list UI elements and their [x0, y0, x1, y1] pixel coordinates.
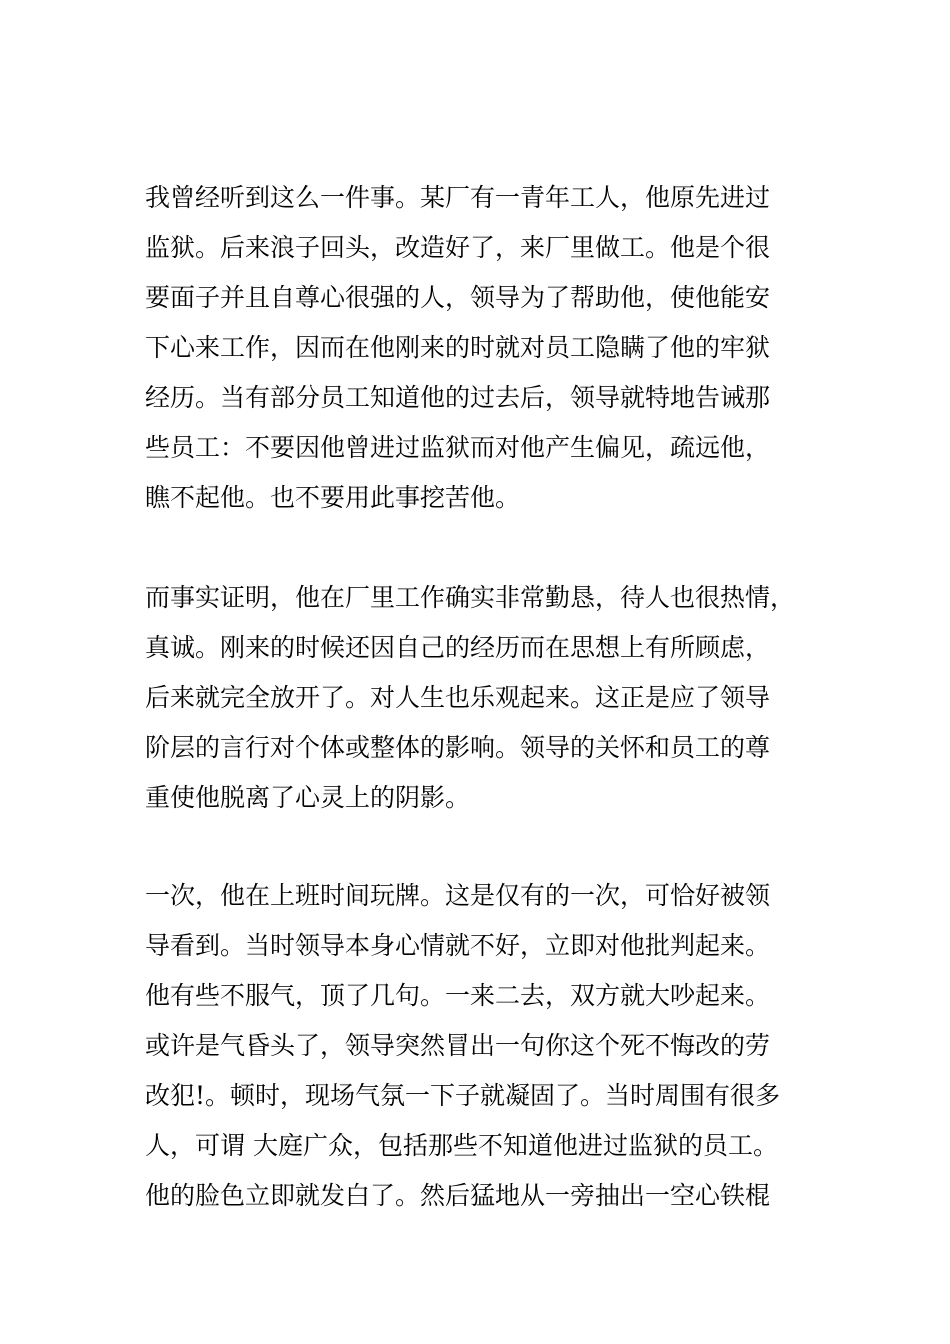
text-line: 瞧不起他。也不要用此事挖苦他。 [145, 483, 521, 512]
text-line: 人，可谓 大庭广众，包括那些不知道他进过监狱的员工。 [145, 1131, 778, 1160]
text-line: 而事实证明，他在厂里工作确实非常勤恳，待人也很热情， [145, 583, 796, 612]
text-line: 要面子并且自尊心很强的人，领导为了帮助他，使他能安 [145, 283, 771, 312]
text-line: 改犯!。顿时，现场气氛一下子就凝固了。当时周围有很多 [145, 1081, 781, 1110]
paragraph-1 [145, 173, 845, 523]
text-line: 阶层的言行对个体或整体的影响。领导的关怀和员工的尊 [145, 733, 771, 762]
text-line: 真诚。刚来的时候还因自己的经历而在思想上有所顾虑， [145, 633, 771, 662]
paragraph-3 [145, 871, 845, 1221]
text-line: 监狱。后来浪子回头，改造好了，来厂里做工。他是个很 [145, 233, 771, 262]
text-line: 我曾经听到这么一件事。某厂有一青年工人，他原先进过 [145, 183, 771, 212]
text-line: 或许是气昏头了，领导突然冒出一句你这个死不悔改的劳 [145, 1031, 771, 1060]
text-line: 后来就完全放开了。对人生也乐观起来。这正是应了领导 [145, 683, 771, 712]
text-line: 一次，他在上班时间玩牌。这是仅有的一次，可恰好被领 [145, 881, 771, 910]
text-line: 经历。当有部分员工知道他的过去后，领导就特地告诫那 [145, 383, 771, 412]
text-line: 他有些不服气，顶了几句。一来二去，双方就大吵起来。 [145, 981, 771, 1010]
text-line: 导看到。当时领导本身心情就不好，立即对他批判起来。 [145, 931, 771, 960]
text-line: 他的脸色立即就发白了。然后猛地从一旁抽出一空心铁棍 [145, 1181, 771, 1210]
paragraph-2 [145, 573, 845, 823]
text-line: 下心来工作，因而在他刚来的时就对员工隐瞒了他的牢狱 [145, 333, 771, 362]
text-line: 重使他脱离了心灵上的阴影。 [145, 783, 471, 812]
text-line: 些员工：不要因他曾进过监狱而对他产生偏见，疏远他， [145, 433, 771, 462]
